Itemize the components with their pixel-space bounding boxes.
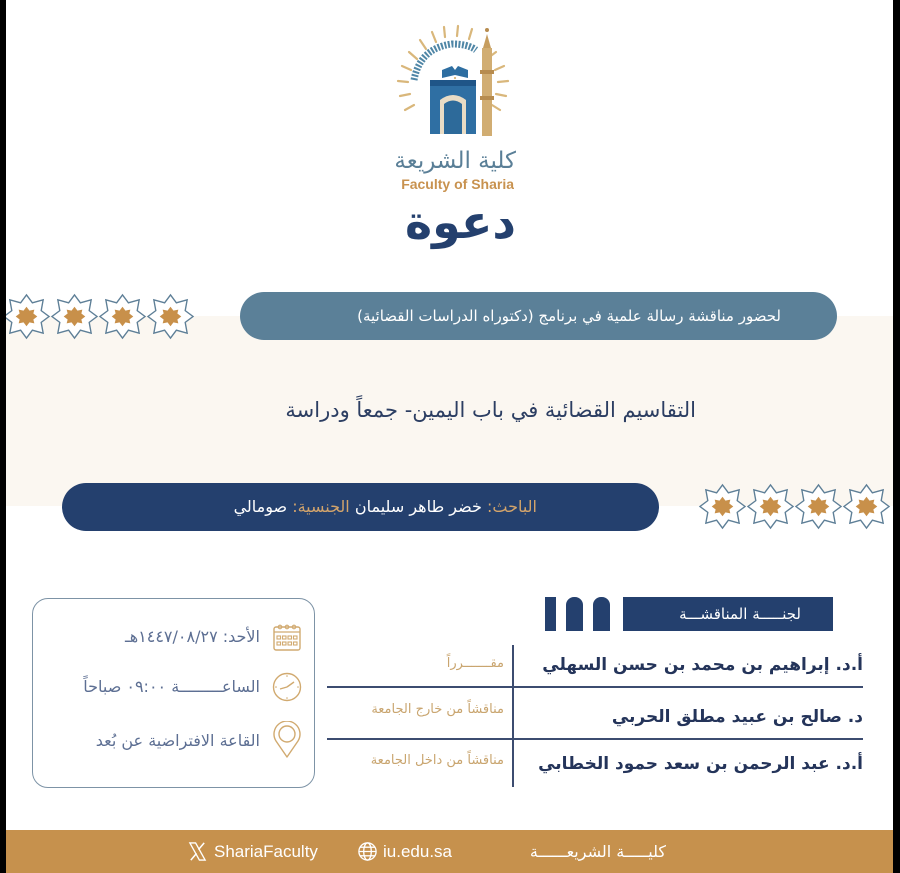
column-divider	[512, 645, 514, 787]
x-logo-icon	[187, 841, 208, 862]
mosque-emblem-icon	[390, 18, 520, 138]
event-details-box	[32, 598, 315, 788]
footer-faculty-name: كليـــــة الشريعــــــة	[529, 842, 666, 861]
member-role: مناقشاً من خارج الجامعة	[371, 702, 504, 717]
star-ornament-icon	[794, 482, 843, 531]
nationality-value: صومالي	[233, 497, 288, 516]
time-row	[33, 667, 316, 707]
header-bar-decor	[545, 597, 556, 631]
invitation-banner: لحضور مناقشة رسالة علمية في برنامج (دكتوراه الدراسات القضائية)	[240, 292, 837, 340]
header-arch-decor	[566, 597, 583, 631]
map-pin-icon	[271, 721, 303, 759]
star-ornament-icon	[146, 292, 195, 341]
star-ornament-icon	[98, 292, 147, 341]
location-text: القاعة الافتراضية عن بُعد	[95, 731, 260, 750]
invitation-card	[6, 0, 893, 873]
star-ornament-icon	[842, 482, 891, 531]
row-divider	[327, 686, 863, 688]
committee-header	[545, 597, 833, 631]
star-ornament-icon	[50, 292, 99, 341]
member-role: مقـــــــرراً	[446, 656, 504, 671]
nationality-label: الجنسية:	[292, 497, 350, 516]
invitation-heading: دعوة	[404, 195, 516, 249]
member-name: د. صالح بن عبيد مطلق الحربي	[611, 707, 863, 727]
faculty-name-arabic: كلية الشريعة	[394, 148, 516, 174]
decorative-stars-bottom	[698, 482, 890, 531]
footer-bar	[6, 830, 893, 873]
date-text: الأحد: ١٤٤٧/٠٨/٢٧هـ	[125, 627, 260, 646]
row-divider	[327, 738, 863, 740]
faculty-name-english: Faculty of Sharia	[401, 176, 514, 192]
committee-table	[327, 645, 863, 787]
location-row	[33, 721, 316, 761]
committee-title: لجنـــــة المناقشـــة	[623, 597, 833, 631]
date-row	[33, 617, 316, 657]
star-ornament-icon	[698, 482, 747, 531]
thesis-title: التقاسيم القضائية في باب اليمين- جمعاً ودراسة	[285, 398, 696, 422]
researcher-label: الباحث:	[486, 497, 537, 516]
decorative-stars-top	[6, 292, 194, 341]
star-ornament-icon	[6, 292, 51, 341]
footer-website-link[interactable]: iu.edu.sa	[383, 842, 452, 861]
header-arch-decor	[593, 597, 610, 631]
calendar-icon	[271, 621, 303, 653]
time-text: الساعـــــــــة ٠٩:٠٠ صباحاً	[83, 677, 260, 696]
faculty-logo	[390, 18, 520, 248]
member-name: أ.د. إبراهيم بن محمد بن حسن السهلي	[542, 655, 863, 675]
clock-icon	[271, 671, 303, 703]
researcher-name: خضر طاهر سليمان	[354, 497, 482, 516]
member-role: مناقشاً من داخل الجامعة	[370, 753, 504, 768]
member-name: أ.د. عبد الرحمن بن سعد حمود الخطابي	[538, 754, 863, 774]
researcher-banner	[62, 483, 659, 531]
footer-social-handle[interactable]: ShariaFaculty	[214, 842, 318, 861]
star-ornament-icon	[746, 482, 795, 531]
globe-icon	[357, 841, 378, 862]
